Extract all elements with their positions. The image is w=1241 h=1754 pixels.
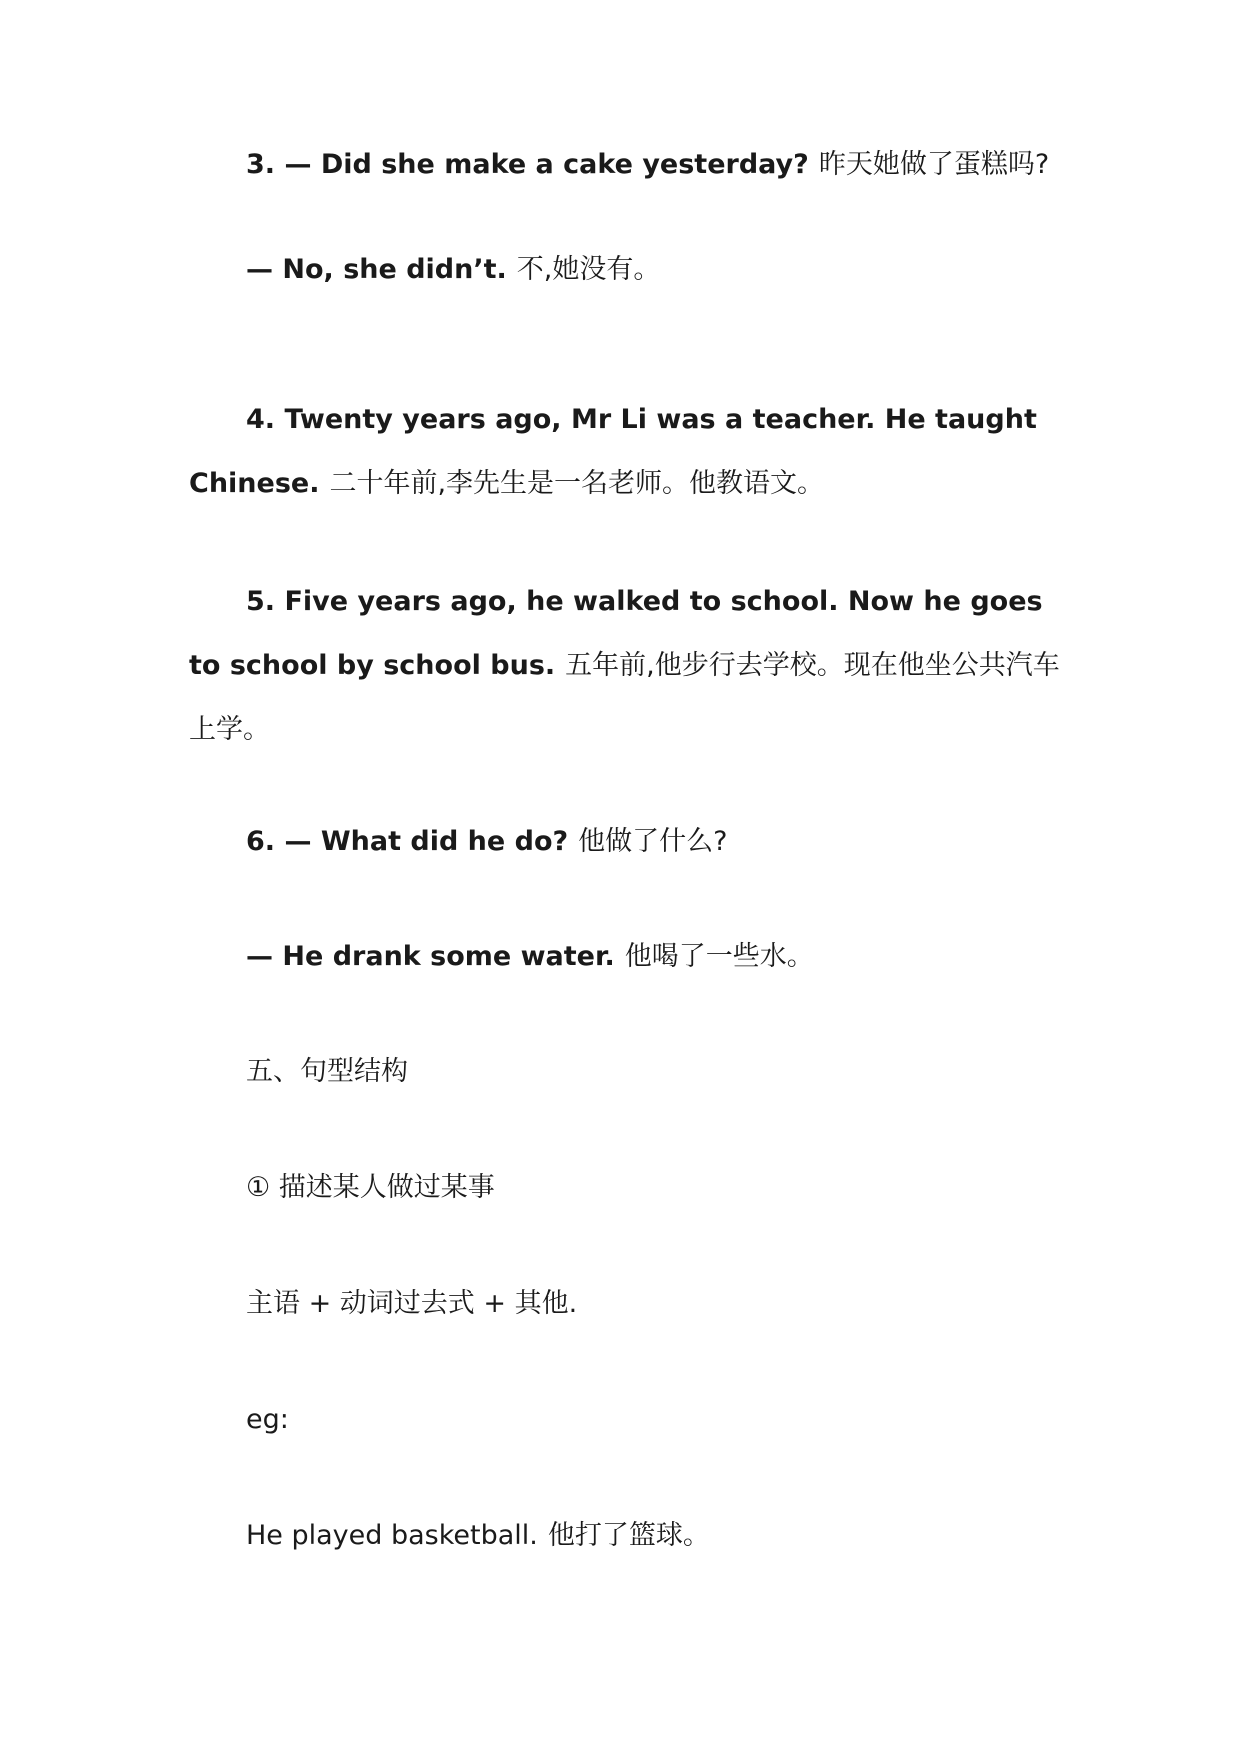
pattern-description: ① 描述某人做过某事: [246, 1172, 495, 1203]
english-text: 4. Twenty years ago, Mr Li was a teacher. He taught Chinese.: [189, 404, 1037, 499]
chinese-translation: 他喝了一些水。: [624, 941, 814, 972]
sentence-3-answer: [189, 250, 1069, 290]
pattern-item: [189, 1168, 1069, 1208]
sentence-6-question: [189, 822, 1069, 862]
english-text: 6. — What did he do?: [246, 826, 569, 857]
example-sentence: [189, 1516, 1069, 1556]
sentence-6-answer: [189, 937, 1069, 977]
chinese-translation: 他打了篮球。: [547, 1520, 710, 1551]
chinese-translation: 五年前,他步行去学校。现在他坐公共汽车上学。: [189, 650, 1060, 745]
sentence-5: [189, 570, 1069, 762]
chinese-translation: 不,她没有。: [516, 254, 661, 285]
section-title: 五、句型结构: [246, 1056, 408, 1087]
english-text: — No, she didn’t.: [246, 254, 507, 285]
formula-text: 主语 + 动词过去式 + 其他.: [246, 1288, 578, 1319]
chinese-translation: 他做了什么?: [578, 826, 728, 857]
sentence-4: [189, 388, 1069, 516]
chinese-translation: 二十年前,李先生是一名老师。他教语文。: [329, 468, 825, 499]
english-text: — He drank some water.: [246, 941, 615, 972]
section-heading: [189, 1052, 1069, 1092]
pattern-formula: [189, 1284, 1069, 1324]
example-label: [189, 1400, 1069, 1440]
english-text: 5. Five years ago, he walked to school. Now he goes to school by school bus.: [189, 586, 1043, 681]
sentence-3-question: [189, 145, 1069, 185]
chinese-translation: 昨天她做了蛋糕吗?: [818, 149, 1050, 180]
english-text: He played basketball.: [246, 1520, 538, 1551]
eg-label: eg:: [246, 1404, 289, 1435]
english-text: 3. — Did she make a cake yesterday?: [246, 149, 809, 180]
